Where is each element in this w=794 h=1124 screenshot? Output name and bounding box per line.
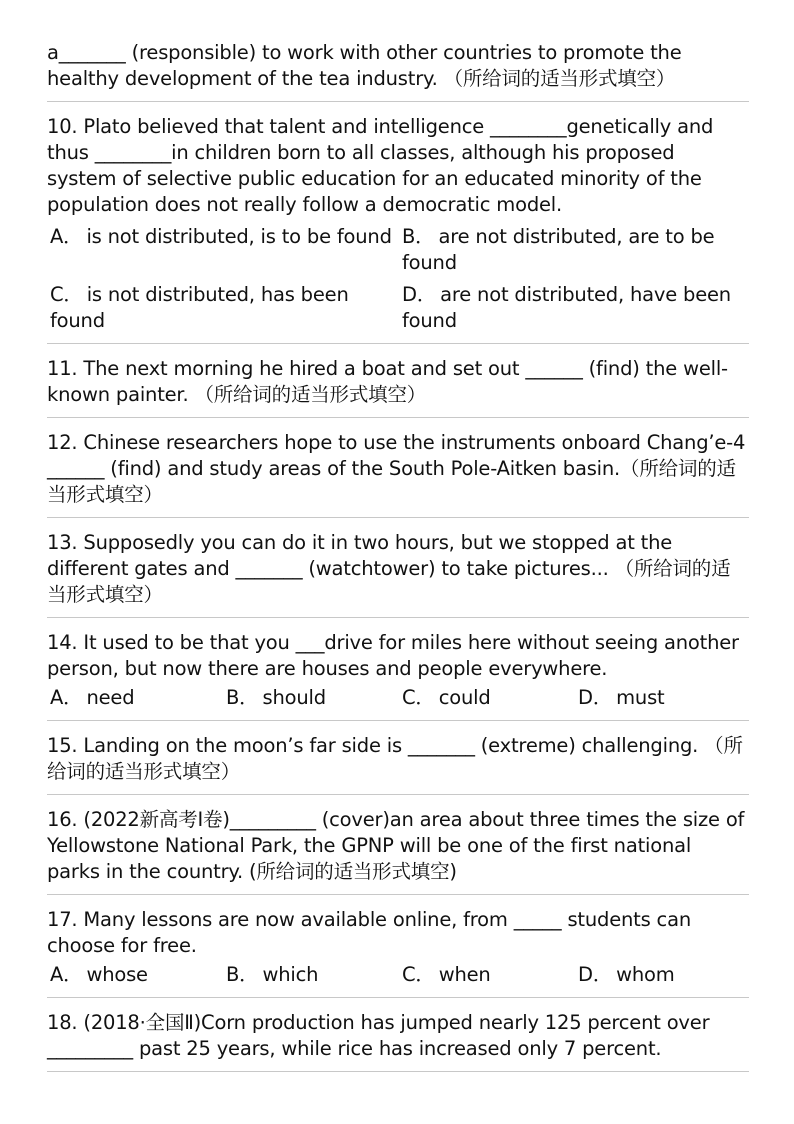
option-text: is not distributed, has been found (50, 283, 349, 332)
option-label: D． (578, 963, 613, 986)
option-a[interactable] (47, 685, 223, 711)
option-d[interactable] (575, 962, 749, 988)
divider (47, 517, 749, 518)
question-9-continuation (47, 40, 749, 92)
question-text: 10. Plato believed that talent and intelligence ________genetically and thus ________in children born to all classes, although his proposed system of selective public education for an educated minority of the population does not really follow a democratic model. (47, 115, 714, 216)
option-d[interactable] (399, 282, 749, 334)
divider (47, 1071, 749, 1072)
option-label: B． (226, 963, 259, 986)
option-label: D． (402, 283, 437, 306)
question-text: a_______ (responsible) to work with other countries to promote the healthy development of the tea industry. （所给词的适当形式填空） (47, 41, 682, 90)
option-label: D． (578, 686, 613, 709)
divider (47, 343, 749, 344)
option-text: should (262, 686, 326, 709)
options (47, 685, 749, 711)
option-text: when (438, 963, 491, 986)
option-label: A． (50, 686, 83, 709)
option-text: could (438, 686, 491, 709)
option-b[interactable] (223, 685, 399, 711)
question-17 (47, 907, 749, 988)
option-label: C． (402, 686, 435, 709)
question-text: 11. The next morning he hired a boat and set out ______ (find) the well-known painter. （所给词的适当形式填空） (47, 357, 728, 406)
option-label: A． (50, 225, 83, 248)
question-10 (47, 114, 749, 334)
option-text: whom (616, 963, 675, 986)
option-text: are not distributed, have been found (402, 283, 731, 332)
question-text: 18. (2018·全国Ⅱ)Corn production has jumped nearly 125 percent over _________ past 25 years, while rice has increased only 7 percent. (47, 1011, 710, 1060)
option-text: is not distributed, is to be found (86, 225, 392, 248)
option-b[interactable] (223, 962, 399, 988)
divider (47, 417, 749, 418)
question-11 (47, 356, 749, 408)
option-text: must (616, 686, 665, 709)
option-c[interactable] (47, 282, 399, 334)
question-text: 17. Many lessons are now available online, from _____ students can choose for free. (47, 908, 691, 957)
option-a[interactable] (47, 962, 223, 988)
options (47, 962, 749, 988)
option-label: A． (50, 963, 83, 986)
worksheet (47, 40, 749, 1084)
option-label: B． (226, 686, 259, 709)
options (47, 224, 749, 334)
question-text: 13. Supposedly you can do it in two hours, but we stopped at the different gates and _______ (watchtower) to take pictures... （所给词的适当形式填空） (47, 531, 731, 606)
divider (47, 997, 749, 998)
option-c[interactable] (399, 685, 575, 711)
question-text: 14. It used to be that you ___drive for miles here without seeing another person, but now there are houses and people everywhere. (47, 631, 739, 680)
option-text: which (262, 963, 319, 986)
question-13 (47, 530, 749, 608)
question-text: 12. Chinese researchers hope to use the instruments onboard Chang’e-4 ______ (find) and study areas of the South Pole-Aitken basin.（所给词的适当形式填空） (47, 431, 746, 506)
option-c[interactable] (399, 962, 575, 988)
option-b[interactable] (399, 224, 749, 276)
question-16 (47, 807, 749, 885)
option-text: need (86, 686, 135, 709)
option-label: B． (402, 225, 435, 248)
option-text: whose (86, 963, 148, 986)
divider (47, 794, 749, 795)
question-text: 15. Landing on the moon’s far side is _______ (extreme) challenging. （所给词的适当形式填空） (47, 734, 743, 783)
option-text: are not distributed, are to be found (402, 225, 715, 274)
question-12 (47, 430, 749, 508)
option-label: C． (50, 283, 83, 306)
question-18 (47, 1010, 749, 1062)
option-label: C． (402, 963, 435, 986)
divider (47, 720, 749, 721)
divider (47, 101, 749, 102)
divider (47, 894, 749, 895)
divider (47, 617, 749, 618)
option-a[interactable] (47, 224, 399, 276)
question-15 (47, 733, 749, 785)
question-text: 16. (2022新高考Ⅰ卷)_________ (cover)an area about three times the size of Yellowstone National Park, the GPNP will be one of the first national parks in the country. (所给词的适当形式填空) (47, 808, 745, 883)
question-14 (47, 630, 749, 711)
option-d[interactable] (575, 685, 749, 711)
